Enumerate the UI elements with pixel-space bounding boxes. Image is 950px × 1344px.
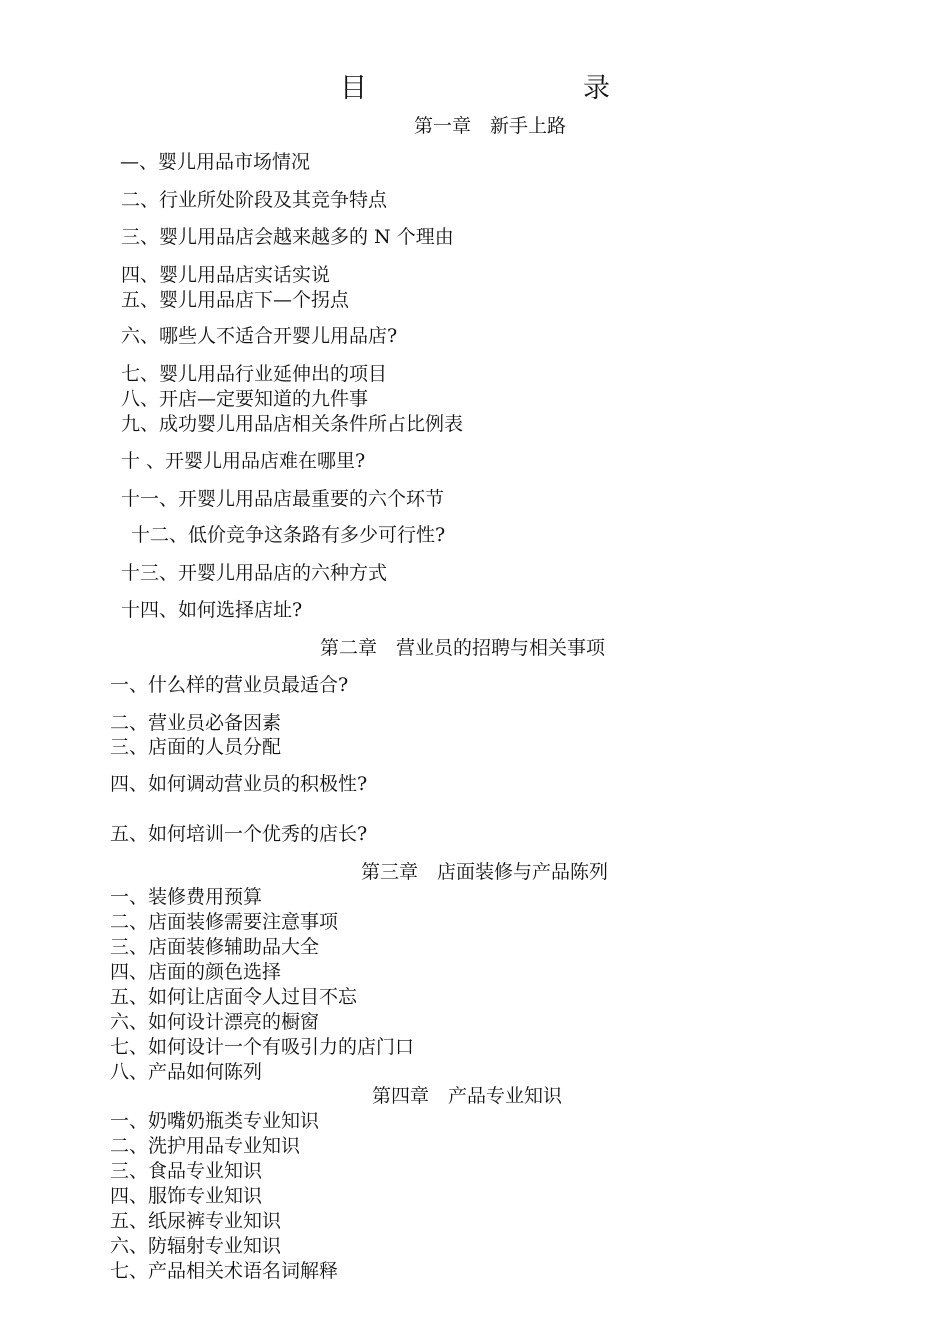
- toc-item: 四、如何调动营业员的积极性?: [110, 773, 368, 795]
- toc-item: 五、如何让店面令人过目不忘: [110, 986, 358, 1008]
- toc-item: 四、服饰专业知识: [110, 1185, 263, 1207]
- toc-item: 二、店面装修需要注意事项: [110, 911, 339, 933]
- toc-item: 一、奶嘴奶瓶类专业知识: [110, 1110, 320, 1132]
- toc-item: —、婴儿用品市场情况: [120, 151, 311, 173]
- chapter-heading: 第三章 店面装修与产品陈列: [361, 861, 609, 883]
- toc-item: 十四、如何选择店址?: [121, 599, 303, 621]
- page-title: 目 录: [340, 73, 664, 104]
- toc-item: 八、开店—定要知道的九件事: [121, 388, 369, 410]
- toc-item: 五、如何培训一个优秀的店长?: [110, 823, 368, 845]
- toc-item: 二、营业员必备因素: [110, 712, 282, 734]
- chapter-heading: 第一章 新手上路: [414, 115, 567, 137]
- toc-item: 七、如何设计一个有吸引力的店门口: [110, 1036, 415, 1058]
- toc-item: 三、店面的人员分配: [110, 736, 282, 758]
- toc-item: 十三、开婴儿用品店的六种方式: [121, 562, 388, 584]
- toc-item: 十二、低价竞争这条路有多少可行性?: [131, 524, 446, 546]
- toc-item: 二、洗护用品专业知识: [110, 1135, 301, 1157]
- toc-item: 一、什么样的营业员最适合?: [110, 674, 349, 696]
- toc-item: 五、婴儿用品店下—个拐点: [121, 289, 350, 311]
- toc-item: 九、成功婴儿用品店相关条件所占比例表: [121, 413, 464, 435]
- toc-item: 十 、开婴儿用品店难在哪里?: [121, 450, 366, 472]
- toc-item: 四、店面的颜色选择: [110, 961, 282, 983]
- toc-item: 三、婴儿用品店会越来越多的 N 个理由: [121, 226, 454, 248]
- chapter-heading: 第二章 营业员的招聘与相关事项: [320, 637, 606, 659]
- toc-item: 四、婴儿用品店实话实说: [121, 264, 331, 286]
- toc-item: 十一、开婴儿用品店最重要的六个环节: [121, 488, 445, 510]
- chapter-heading: 第四章 产品专业知识: [372, 1085, 563, 1107]
- toc-item: 六、防辐射专业知识: [110, 1235, 282, 1257]
- toc-item: 六、如何设计漂亮的橱窗: [110, 1011, 320, 1033]
- toc-item: 七、产品相关术语名词解释: [110, 1260, 339, 1282]
- toc-item: 三、店面装修辅助品大全: [110, 936, 320, 958]
- toc-item: 六、哪些人不适合开婴儿用品店?: [121, 325, 398, 347]
- toc-item: 七、婴儿用品行业延伸出的项目: [121, 363, 388, 385]
- toc-item: 一、装修费用预算: [110, 886, 263, 908]
- toc-item: 八、产品如何陈列: [110, 1061, 263, 1083]
- toc-item: 二、行业所处阶段及其竞争特点: [121, 189, 388, 211]
- toc-item: 五、纸尿裤专业知识: [110, 1210, 282, 1232]
- toc-item: 三、食品专业知识: [110, 1160, 263, 1182]
